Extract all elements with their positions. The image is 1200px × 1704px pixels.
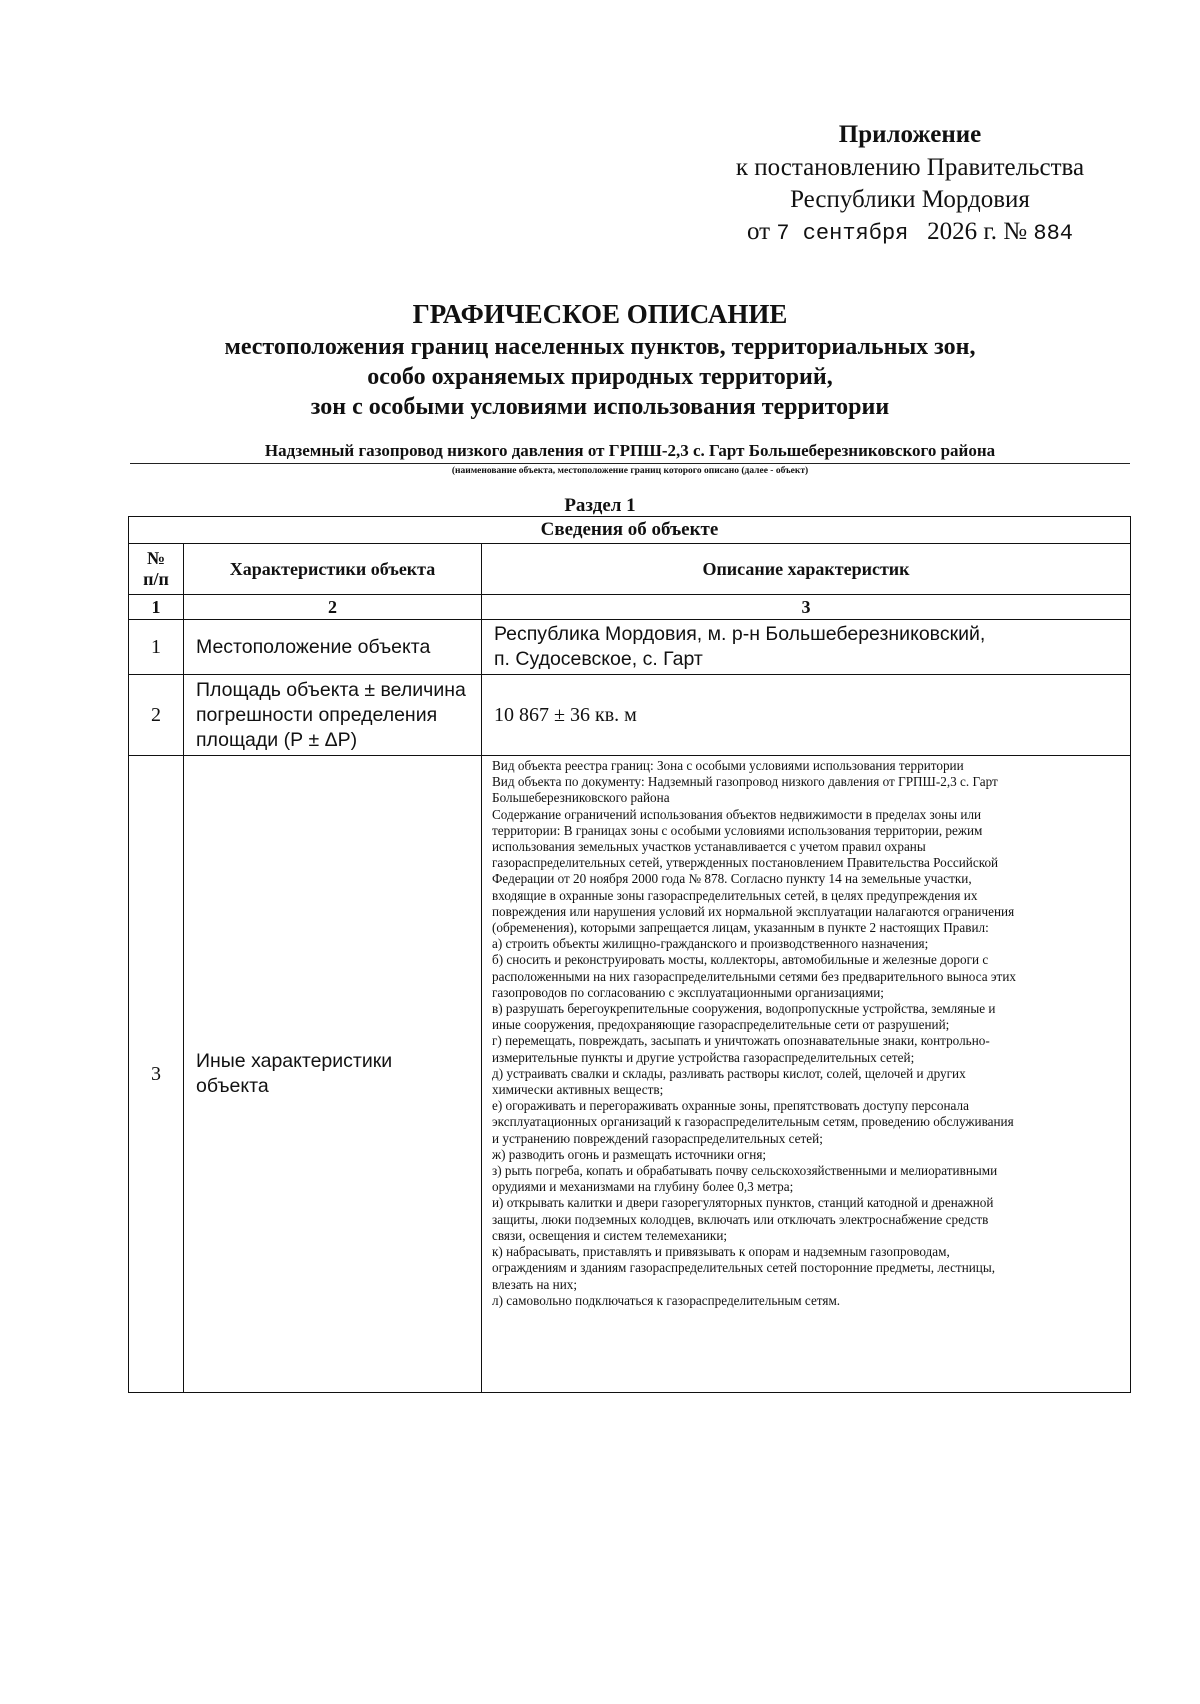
area-label-line-3: площади (Р ± ΔР): [196, 728, 358, 751]
row-number: 2: [129, 675, 184, 756]
area-label-line-1: Площадь объекта ± величина: [196, 678, 466, 701]
object-name-caption: (наименование объекта, местоположение границ которого описано (далее - объект): [451, 466, 809, 476]
area-label-line-2: погрешности определения: [196, 703, 438, 726]
desc-line: использования земельных участков устанавливается с учетом правил охраны: [492, 839, 926, 855]
desc-line: входящие в охранные зоны газораспределительных сетей, в целях предупреждения их: [492, 887, 978, 903]
column-number-2: 2: [184, 595, 482, 620]
row-characteristic: [184, 675, 482, 756]
row-characteristic: Местоположение объекта: [184, 620, 482, 675]
object-name: Надземный газопровод низкого давления от ГРПШ-2,3 с. Гарт Большеберезниковского района: [264, 441, 996, 460]
desc-line: в) разрушать берегоукрепительные сооружения, водопропускные устройства, земляные и: [492, 1001, 996, 1017]
header-characteristics: Характеристики объекта: [184, 544, 482, 595]
desc-line: орудиями и механизмами на глубину более 0,3 метра;: [492, 1179, 794, 1195]
row-number: 1: [129, 620, 184, 675]
row-characteristic: [184, 756, 482, 1393]
desc-line: защиты, люки подземных колодцев, включать или отключать электроснабжение средств: [492, 1211, 989, 1227]
desc-line: территории: В границах зоны с особыми условиями использования территории, режим: [492, 822, 983, 838]
header-number-symbol: №: [146, 548, 166, 568]
desc-line: измерительные пункты и другие устройства газораспределительных сетей;: [492, 1049, 915, 1065]
object-name-block: [130, 440, 1130, 477]
desc-line: Вид объекта реестра границ: Зона с особыми условиями использования территории: [492, 758, 964, 773]
table-row: [129, 620, 1131, 675]
appendix-line-1: к постановлению Правительства: [735, 154, 1085, 181]
object-info-table: [128, 516, 1131, 1393]
desc-line: (обременения), которыми запрещается лицам, указанным в пункте 2 настоящих Правил:: [492, 920, 989, 936]
heading-sub-1: местоположения границ населенных пунктов, территориальных зон,: [224, 334, 976, 360]
restrictions-description: [482, 756, 1131, 1393]
desc-line: Федерации от 20 ноября 2000 года № 878. Согласно пункту 14 на земельные участки,: [492, 871, 972, 887]
desc-line: иные сооружения, предохраняющие газораспределительные сети от разрушений;: [492, 1017, 950, 1033]
header-number-pp: п/п: [143, 569, 169, 589]
desc-line: г) перемещать, повреждать, засыпать и уничтожать опознавательные знаки, контрольно-: [492, 1033, 990, 1049]
desc-line: л) самовольно подключаться к газораспределительным сетям.: [492, 1292, 841, 1308]
desc-line: газопроводов по согласованию с эксплуатационными организациями;: [492, 984, 884, 1000]
row-description: [482, 620, 1131, 675]
table-row: [129, 756, 1131, 1393]
desc-line: Содержание ограничений использования объектов недвижимости в пределах зоны или: [492, 806, 982, 822]
column-number-1: 1: [129, 595, 184, 620]
desc-line: и) открывать калитки и двери газорегуляторных пунктов, станций катодной и дренажной: [492, 1195, 994, 1211]
section-title: Раздел 1: [564, 495, 636, 516]
desc-line: Большеберезниковского района: [492, 790, 670, 806]
appendix-date: [700, 216, 1120, 250]
desc-line: з) рыть погреба, копать и обрабатывать почву сельскохозяйственными и мелиоративными: [492, 1163, 998, 1179]
column-numbers-row: [129, 595, 1131, 620]
heading-sub-3: зон с особыми условиями использования территории: [310, 394, 890, 420]
date-year: 2026 г. №: [927, 218, 1028, 245]
header-description: Описание характеристик: [482, 544, 1131, 595]
appendix-block: [700, 118, 1120, 250]
desc-line: д) устраивать свалки и склады, разливать растворы кислот, солей, щелочей и других: [492, 1065, 966, 1081]
table-row: [129, 675, 1131, 756]
desc-line: и устранению повреждений газораспределительных сетей;: [492, 1130, 823, 1146]
desc-line: связи, освещения и систем телемеханики;: [492, 1227, 728, 1243]
column-number-3: 3: [482, 595, 1131, 620]
desc-line: Вид объекта по документу: Надземный газопровод низкого давления от ГРПШ-2,3 с. Гарт: [492, 774, 998, 790]
row-number: 3: [129, 756, 184, 1393]
heading-main: ГРАФИЧЕСКОЕ ОПИСАНИЕ: [412, 299, 788, 329]
desc-line: повреждения или нарушения условий их нормальной эксплуатации налагаются ограничения: [492, 903, 1015, 919]
desc-line: газораспределительных сетей, утвержденных постановлением Правительства Российской: [492, 855, 999, 871]
desc-line: эксплуатационных организаций к газораспределительным сетям, проведению обслуживания: [492, 1114, 1014, 1130]
decree-number: 884: [1033, 221, 1074, 246]
desc-line: ж) разводить огонь и размещать источники огня;: [492, 1146, 767, 1162]
desc-line: е) огораживать и перегораживать охранные зоны, препятствовать доступу персонала: [492, 1098, 969, 1114]
date-handwritten: 7 сентября: [776, 221, 909, 246]
desc-line: б) сносить и реконструировать мосты, коллекторы, автомобильные и железные дороги с: [492, 952, 989, 968]
appendix-title: Приложение: [838, 121, 982, 148]
location-line-1: Республика Мордовия, м. р-н Большеберезниковский,: [494, 623, 986, 645]
table-caption-row: [129, 517, 1131, 544]
desc-line: к) набрасывать, приставлять и привязывать к опорам и надземным газопроводам,: [492, 1244, 950, 1260]
other-label-line-2: объекта: [196, 1075, 269, 1097]
other-label-line-1: Иные характеристики: [196, 1050, 393, 1072]
appendix-line-2: Республики Мордовия: [790, 186, 1030, 213]
area-value: 10 867 ± 36 кв. м: [482, 675, 1131, 756]
table-header-row: [129, 544, 1131, 595]
desc-line: а) строить объекты жилищно-гражданского и производственного назначения;: [492, 936, 929, 952]
date-prefix: от: [746, 218, 771, 245]
table-caption: Сведения об объекте: [129, 517, 1131, 544]
desc-line: ограждениям и зданиям газораспределительных сетей посторонние предметы, лестницы,: [492, 1260, 996, 1276]
desc-line: химически активных веществ;: [492, 1082, 664, 1098]
heading-sub-2: особо охраняемых природных территорий,: [367, 364, 833, 390]
desc-line: влезать на них;: [492, 1276, 578, 1292]
document-heading: [0, 296, 1200, 422]
header-number: [129, 544, 184, 595]
location-line-2: п. Судосевское, с. Гарт: [494, 648, 703, 670]
object-name-underline: [130, 463, 1130, 464]
desc-line: расположенными на них газораспределительными сетями без предварительного выноса этих: [492, 968, 1016, 984]
